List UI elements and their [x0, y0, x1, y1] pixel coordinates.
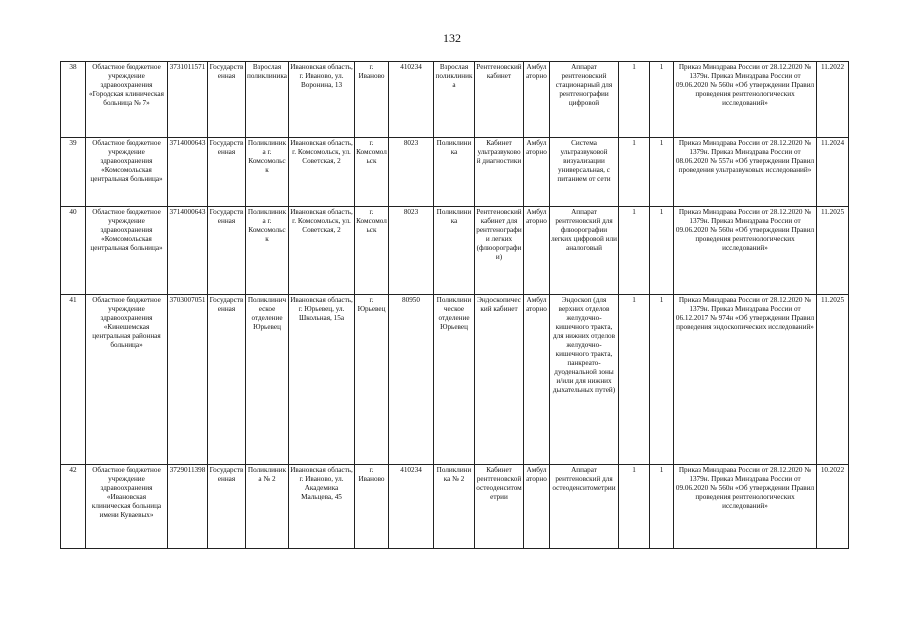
address: Ивановская область, г. Комсомольск, ул. Советская, 2 [289, 207, 355, 295]
ownership-form: Государственная [208, 138, 246, 207]
regulatory-order: Приказ Минздрава России от 28.12.2020 № 1379н. Приказ Минздрава России от 09.06.2020 № 560н «Об утверждении Правил проведения рентгенологических исследований» [674, 207, 817, 295]
organization-name: Областное бюджетное учреждение здравоохранения «Кинешемская центральная районная больница» [86, 295, 168, 465]
regulatory-order: Приказ Минздрава России от 28.12.2020 № 1379н. Приказ Минздрава России от 06.12.2017 № 974н «Об утверждении Правил проведения эндоскопических исследований» [674, 295, 817, 465]
subdivision-name: Поликлиническое отделение Юрьевец [246, 295, 289, 465]
row-number: 38 [61, 62, 86, 138]
row-number: 40 [61, 207, 86, 295]
department-name: Поликлиника № 2 [434, 465, 475, 549]
quantity-planned: 1 [650, 207, 674, 295]
address: Ивановская область, г. Комсомольск, ул. Советская, 2 [289, 138, 355, 207]
delivery-date: 11.2022 [817, 62, 849, 138]
subdivision-name: Взрослая поликлиника [246, 62, 289, 138]
room-name: Рентгеновский кабинет [475, 62, 524, 138]
quantity-required: 1 [619, 465, 650, 549]
care-conditions: Амбулаторно [524, 465, 550, 549]
city: г. Юрьевец [355, 295, 389, 465]
room-name: Эндоскопический кабинет [475, 295, 524, 465]
regulatory-order: Приказ Минздрава России от 28.12.2020 № 1379н. Приказ Минздрава России от 09.06.2020 № 560н «Об утверждении Правил проведения рентгенологических исследований» [674, 62, 817, 138]
care-conditions: Амбулаторно [524, 62, 550, 138]
quantity-required: 1 [619, 295, 650, 465]
page-number: 132 [443, 31, 461, 45]
ownership-form: Государственная [208, 62, 246, 138]
quantity-planned: 1 [650, 138, 674, 207]
inn-code: 3731011571 [168, 62, 208, 138]
locality-code: 410234 [389, 465, 434, 549]
quantity-planned: 1 [650, 295, 674, 465]
room-name: Кабинет рентгеновской остеоденситометрии [475, 465, 524, 549]
quantity-planned: 1 [650, 465, 674, 549]
quantity-required: 1 [619, 62, 650, 138]
organization-name: Областное бюджетное учреждение здравоохранения «Ивановская клиническая больница имени Куваевых» [86, 465, 168, 549]
organization-name: Областное бюджетное учреждение здравоохранения «Комсомольская центральная больница» [86, 138, 168, 207]
city: г. Иваново [355, 62, 389, 138]
ownership-form: Государственная [208, 207, 246, 295]
room-name: Рентгеновский кабинет для рентгенографии легких (флюорографии) [475, 207, 524, 295]
equipment-name: Аппарат рентгеновский для остеоденситометрии [550, 465, 619, 549]
inn-code: 3729011398 [168, 465, 208, 549]
table-row [61, 62, 849, 138]
care-conditions: Амбулаторно [524, 207, 550, 295]
department-name: Поликлиника [434, 207, 475, 295]
organization-name: Областное бюджетное учреждение здравоохранения «Городская клиническая больница № 7» [86, 62, 168, 138]
subdivision-name: Поликлиника г. Комсомольск [246, 207, 289, 295]
care-conditions: Амбулаторно [524, 295, 550, 465]
equipment-name: Система ультразвуковой визуализации универсальная, с питанием от сети [550, 138, 619, 207]
equipment-name: Аппарат рентгеновский для флюорографии легких цифровой или аналоговый [550, 207, 619, 295]
table-row [61, 138, 849, 207]
table-row [61, 465, 849, 549]
department-name: Поликлиника [434, 138, 475, 207]
address: Ивановская область, г. Юрьевец, ул. Школьная, 15а [289, 295, 355, 465]
equipment-name: Эндоскоп (для верхних отделов желудочно-кишечного тракта, для нижних отделов желудочно-кишечного тракта, панкреато-дуоденальной зоны и/или для нижних дыхательных путей) [550, 295, 619, 465]
quantity-required: 1 [619, 138, 650, 207]
registry-table [60, 61, 849, 549]
inn-code: 3714000643 [168, 207, 208, 295]
care-conditions: Амбулаторно [524, 138, 550, 207]
ownership-form: Государственная [208, 465, 246, 549]
address: Ивановская область, г. Иваново, ул. Академика Мальцева, 45 [289, 465, 355, 549]
delivery-date: 10.2022 [817, 465, 849, 549]
address: Ивановская область, г. Иваново, ул. Воронина, 13 [289, 62, 355, 138]
inn-code: 3703007051 [168, 295, 208, 465]
locality-code: 80950 [389, 295, 434, 465]
equipment-name: Аппарат рентгеновский стационарный для рентгенографии цифровой [550, 62, 619, 138]
table-row [61, 295, 849, 465]
city: г. Комсомольск [355, 207, 389, 295]
subdivision-name: Поликлиника № 2 [246, 465, 289, 549]
quantity-planned: 1 [650, 62, 674, 138]
row-number: 42 [61, 465, 86, 549]
regulatory-order: Приказ Минздрава России от 28.12.2020 № 1379н. Приказ Минздрава России от 09.06.2020 № 560н «Об утверждении Правил проведения рентгенологических исследований» [674, 465, 817, 549]
locality-code: 8023 [389, 138, 434, 207]
regulatory-order: Приказ Минздрава России от 28.12.2020 № 1379н. Приказ Минздрава России от 08.06.2020 № 557н «Об утверждении Правил проведения ультразвуковых исследований» [674, 138, 817, 207]
locality-code: 8023 [389, 207, 434, 295]
row-number: 39 [61, 138, 86, 207]
quantity-required: 1 [619, 207, 650, 295]
department-name: Взрослая поликлиника [434, 62, 475, 138]
ownership-form: Государственная [208, 295, 246, 465]
subdivision-name: Поликлиника г. Комсомольск [246, 138, 289, 207]
table-row [61, 207, 849, 295]
inn-code: 3714000643 [168, 138, 208, 207]
city: г. Иваново [355, 465, 389, 549]
room-name: Кабинет ультразвуковой диагностики [475, 138, 524, 207]
department-name: Поликлиническое отделение Юрьевец [434, 295, 475, 465]
delivery-date: 11.2025 [817, 207, 849, 295]
city: г. Комсомольск [355, 138, 389, 207]
locality-code: 410234 [389, 62, 434, 138]
row-number: 41 [61, 295, 86, 465]
delivery-date: 11.2024 [817, 138, 849, 207]
delivery-date: 11.2025 [817, 295, 849, 465]
organization-name: Областное бюджетное учреждение здравоохранения «Комсомольская центральная больница» [86, 207, 168, 295]
